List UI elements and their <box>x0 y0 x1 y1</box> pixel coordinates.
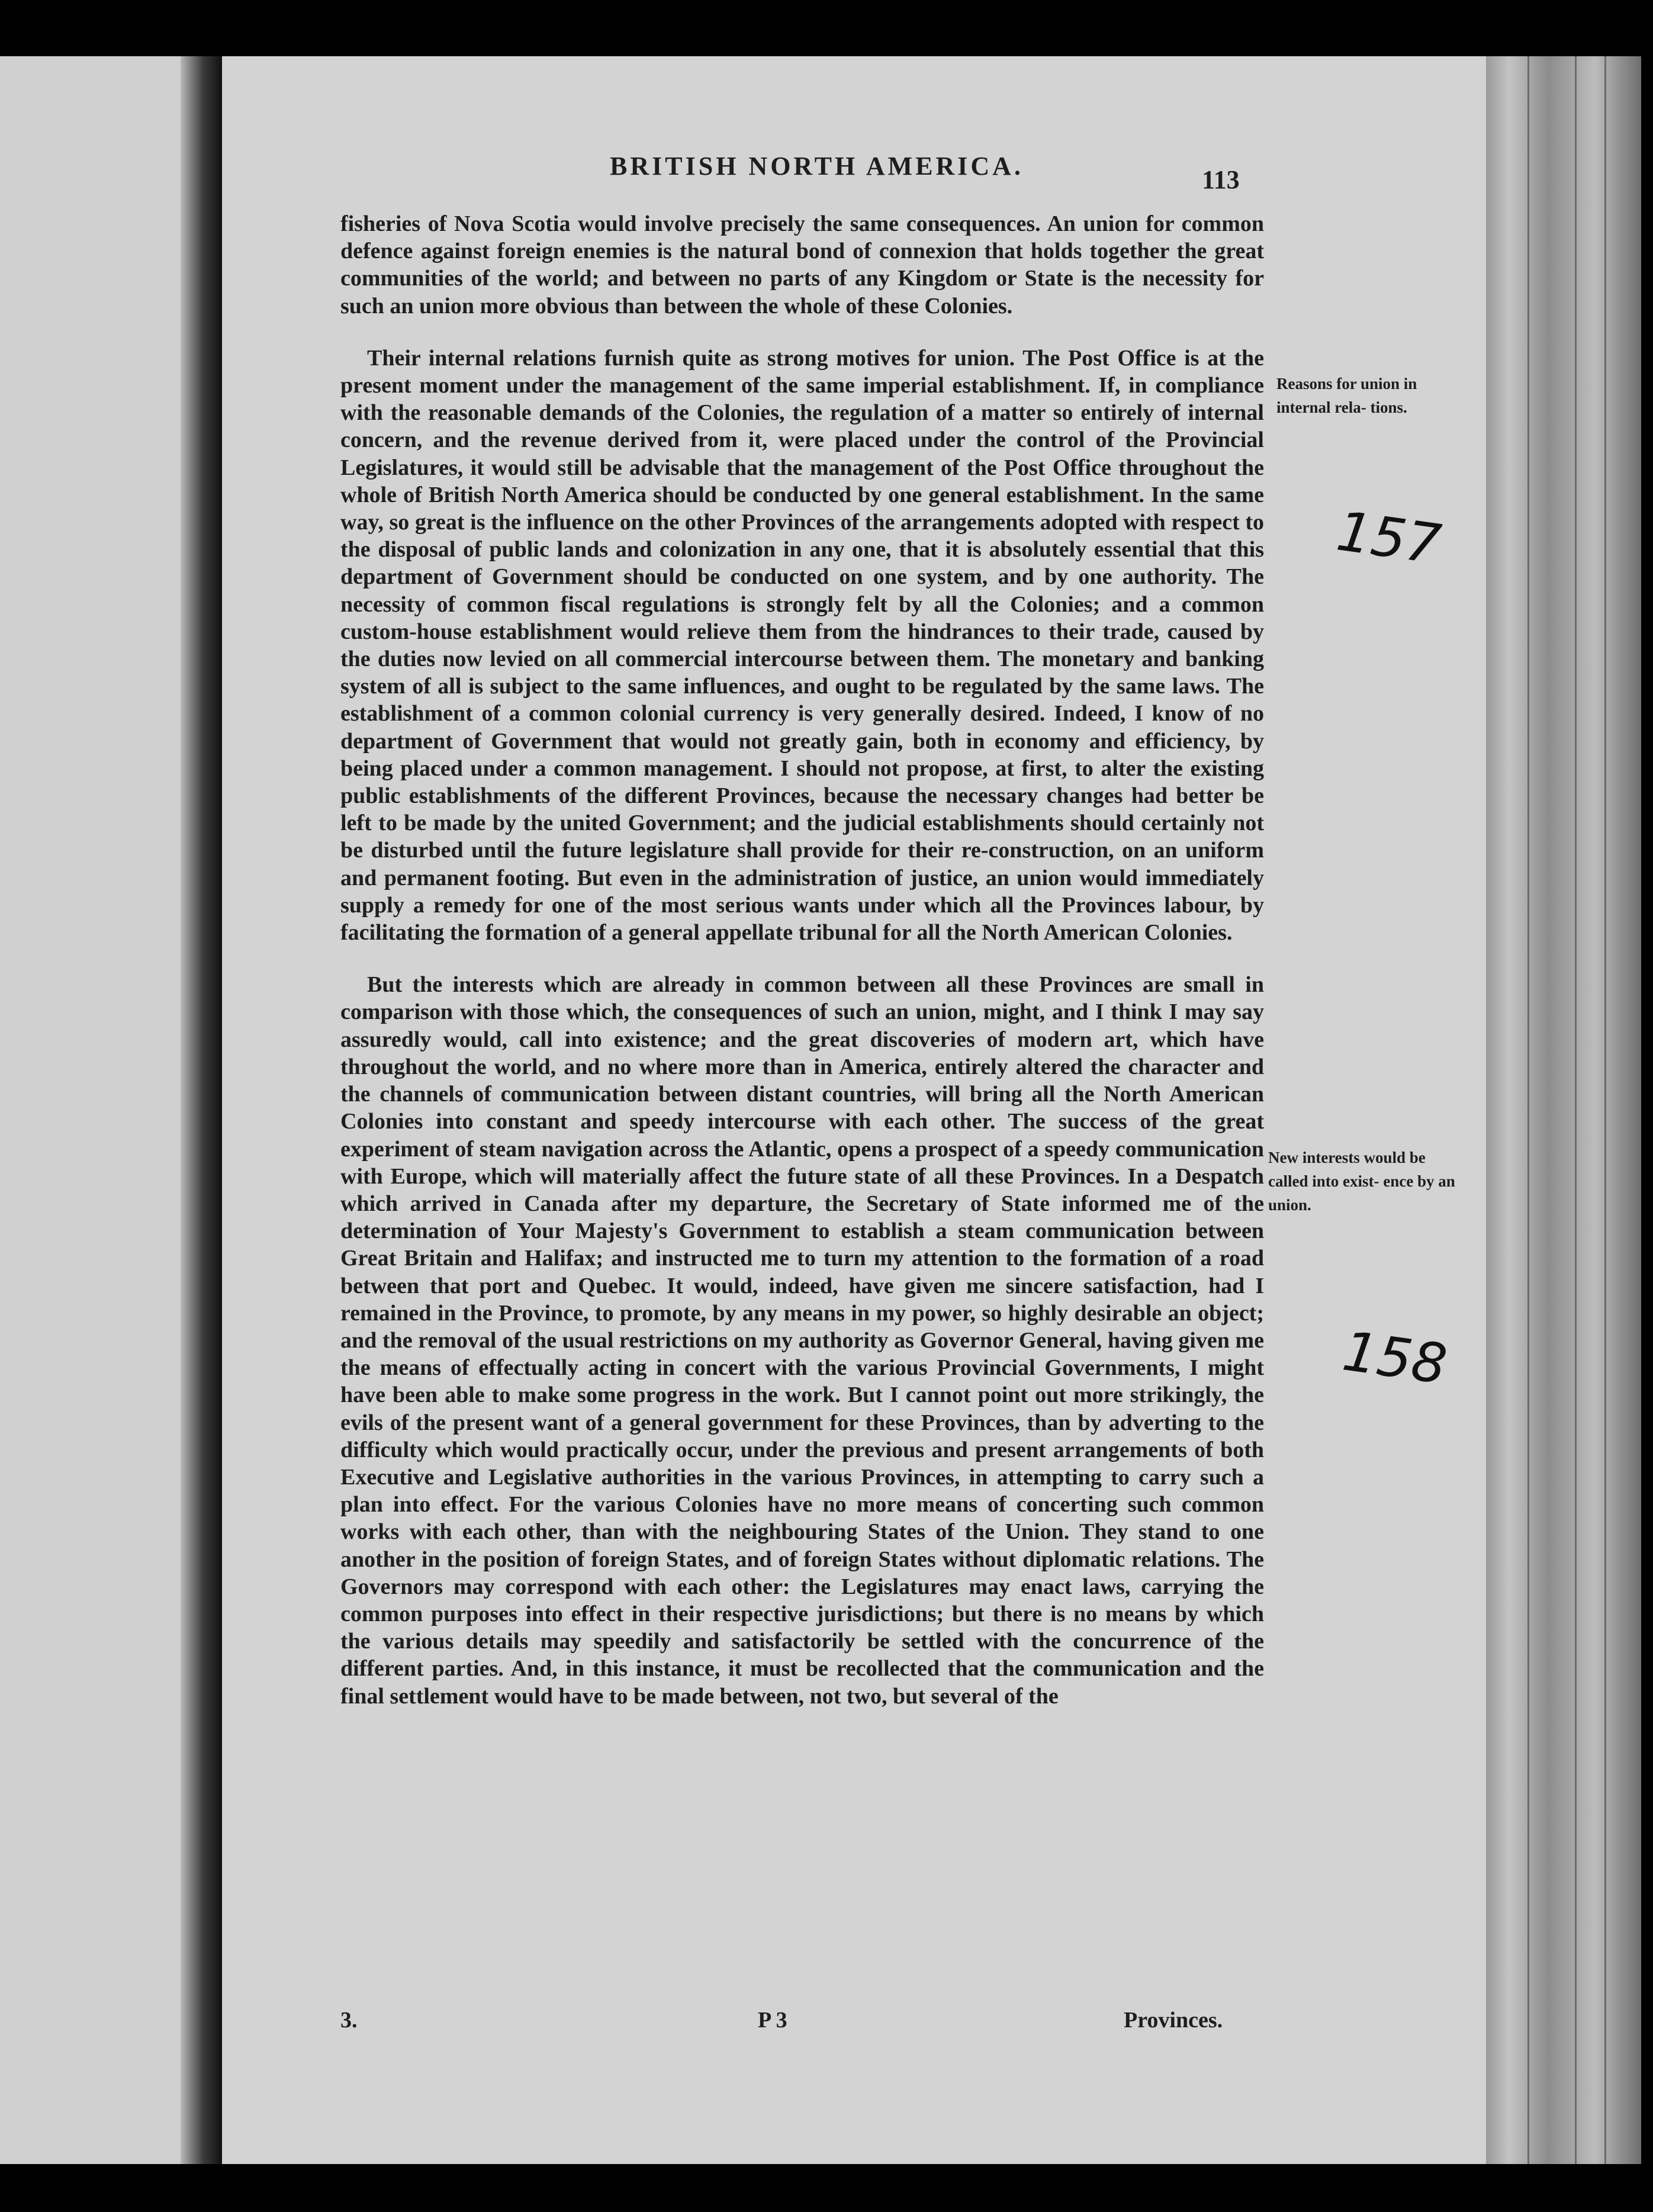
catchword: Provinces. <box>1124 2008 1223 2033</box>
handwritten-annotation: 157 <box>1333 499 1445 577</box>
signature-mark: 3. <box>340 2008 358 2033</box>
body-text <box>340 210 1264 1710</box>
sidenote-new-interests: New interests would be called into exist- ence by an union. <box>1268 1149 1455 1214</box>
book-gutter <box>181 56 222 2164</box>
running-head: BRITISH NORTH AMERICA. <box>610 152 1024 181</box>
sidenote-internal-relations: Reasons for union in internal rela- tions. <box>1276 375 1417 416</box>
paragraph: But the interests which are already in common between all these Provinces are small in comparison with those which, the consequences of such an union, might, and I think I may say assuredly would, call into existence; and the great discoveries of modern art, which have throughout the world, and no where more than in America, entirely altered the character and the channels of communication between distant countries, will bring all the North American Colonies into constant and speedy intercourse with each other. The success of the great experiment of steam navigation across the Atlantic, opens a prospect of a speedy communication with Europe, which will materially affect the future state of all these Provinces. In a Despatch which arrived in Canada after my departure, the Secretary of State informed me of the determination of Your Majesty's Government to establish a steam communication between Great Britain and Halifax; and instructed me to turn my attention to the formation of a road between that port and Quebec. It would, indeed, have given me sincere satisfaction, had I remained in the Province, to promote, by any means in my power, so highly desirable an object; and the removal of the usual restrictions on my authority as Governor General, having given me the means of effectually acting in concert with the various Provincial Governments, I might have been able to make some progress in the work. But I cannot point out more strikingly, the evils of the present want of a general government for these Provinces, than by adverting to the difficulty which would practically occur, under the previous and present arrangements of both Executive and Legislative authorities in the various Provinces, in attempting to carry such a plan into effect. For the various Colonies have no more means of concerting such common works with each other, than with the neighbouring States of the Union. They stand to one another in the position of foreign States, and of foreign States without diplomatic relations. The Governors may correspond with each other: the Legislatures may enact laws, carrying the common purposes into effect in their respective jurisdictions; but there is no means by which the various details may speedily and satisfactorily be settled with the concurrence of the different parties. And, in this instance, it must be recollected that the communication and the final settlement would have to be made between, not two, but several of the <box>340 972 1264 1709</box>
page-number: 113 <box>1202 165 1240 194</box>
paragraph: Their internal relations furnish quite as strong motives for union. The Post Office is at the present moment under the management of the same imperial establishment. If, in compliance with the reasonable demands of the Colonies, the regulation of a matter so entirely of internal concern, and the revenue derived from it, were placed under the control of the Provincial Legislatures, it would still be advisable that the management of the Post Office throughout the whole of British North America should be conducted by one general establishment. In the same way, so great is the influence on the other Provinces of the arrangements adopted with respect to the disposal of public lands and colonization in any one, that it is absolutely essential that this department of Government should be conducted on one system, and by one authority. The necessity of common fiscal regulations is strongly felt by all the Colonies; and a common custom-house establishment would relieve them from the hindrances to their trade, caused by the duties now levied on all commercial intercourse between them. The monetary and banking system of all is subject to the same influences, and ought to be regulated by the same laws. The establishment of a common colonial currency is very generally desired. Indeed, I know of no department of Government that would not greatly gain, both in economy and efficiency, by being placed under a common management. I should not propose, at first, to alter the existing public establishments of the different Provinces, because the necessary changes had better be left to be made by the united Government; and the judicial establishments should certainly not be disturbed until the future legislature shall provide for their re-construction, on an uniform and permanent footing. But even in the administration of justice, an union would immediately supply a remedy for one of the most serious wants under which all the Provinces labour, by facilitating the formation of a general appellate tribunal for all the North American Colonies. <box>340 345 1264 946</box>
handwritten-annotation: 158 <box>1339 1319 1451 1397</box>
page-edges <box>1486 56 1641 2164</box>
paragraph: fisheries of Nova Scotia would involve precisely the same consequences. An union for common defence against foreign enemies is the natural bond of connexion that holds together the great communities of the world; and between no parts of any Kingdom or State is the necessity for such an union more obvious than between the whole of these Colonies. <box>340 211 1264 319</box>
facing-page <box>0 56 201 2164</box>
signature-label: P 3 <box>758 2008 787 2033</box>
